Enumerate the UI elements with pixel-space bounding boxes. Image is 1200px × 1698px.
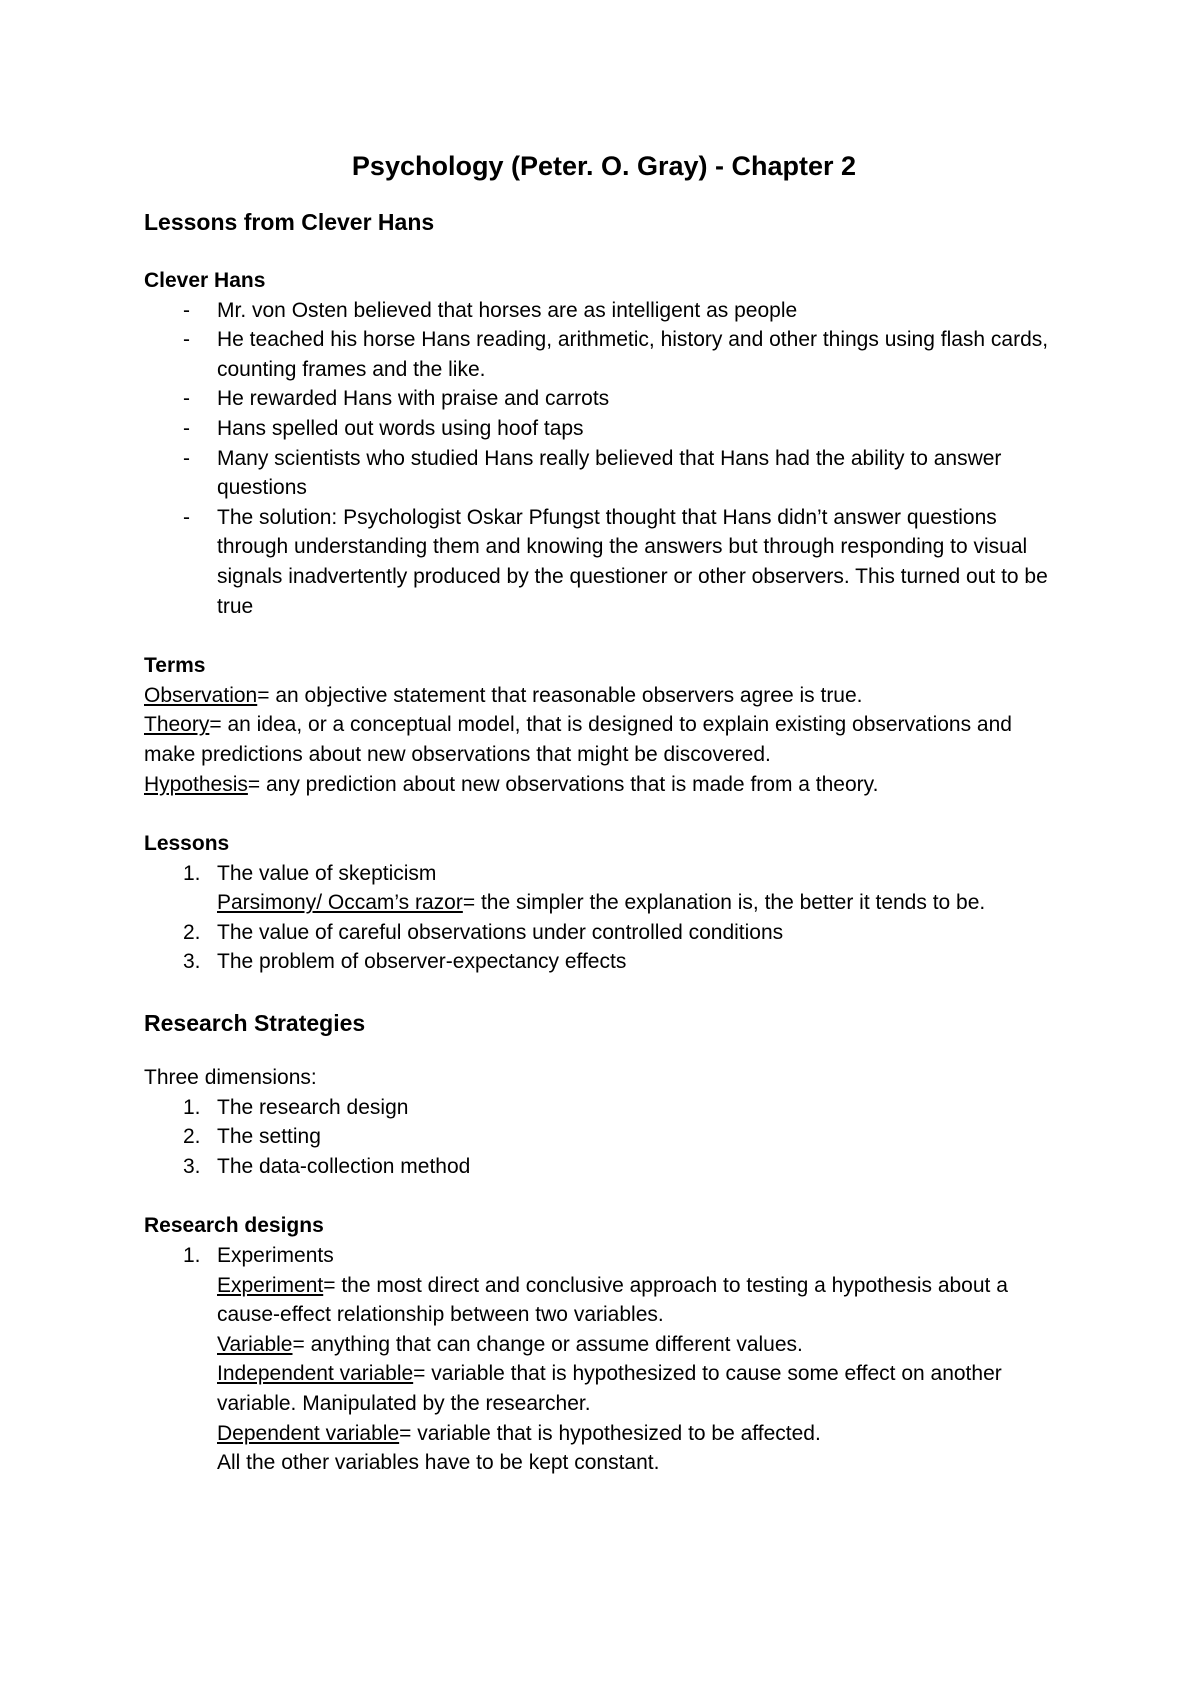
list-item: 1. The research design — [144, 1093, 1064, 1123]
list-item: - Many scientists who studied Hans really believed that Hans had the ability to answer questions — [144, 444, 1064, 503]
list-item: 1. Experiments Experiment= the most direct and conclusive approach to testing a hypothesis about a cause-effect relationship between two variables. Variable= anything that can change or assume different values. Independent variable= variable that is hypothesized to cause some effect on another variable. Manipulated by the researcher. Dependent variable= variable that is hypothesized to be affected. All the other variables have to be kept constant. — [144, 1241, 1064, 1478]
note-text: All the other variables have to be kept constant. — [217, 1451, 660, 1475]
list-number: 1. — [183, 1244, 201, 1268]
subheading-research-designs: Research designs — [144, 1214, 324, 1238]
term-definition — [217, 1271, 1064, 1330]
document-title: Psychology (Peter. O. Gray) - Chapter 2 — [351, 151, 857, 181]
bullet-dash: - — [183, 387, 190, 411]
list-item: 3. The problem of observer-expectancy effects — [144, 947, 1064, 977]
bullet-dash: - — [183, 298, 190, 322]
list-number: 2. — [183, 920, 201, 944]
term-definition — [217, 1419, 1064, 1449]
term-label: Theory — [144, 713, 210, 737]
list-item: 1. The value of skepticism Parsimony/ Occam’s razor= the simpler the explanation is, the better it tends to be. — [144, 859, 1064, 918]
term-label: Dependent variable — [217, 1421, 400, 1445]
section-heading-lessons-from-clever-hans: Lessons from Clever Hans — [144, 209, 435, 235]
bullet-dash: - — [183, 505, 190, 529]
term-text: = the most direct and conclusive approach to testing a hypothesis about a cause-effect relationship between two variables. — [217, 1273, 1008, 1327]
subheading-lessons: Lessons — [144, 832, 230, 856]
term-text: = variable that is hypothesized to cause some effect on another variable. Manipulated by the researcher. — [217, 1362, 1002, 1415]
term-label: Experiment — [217, 1273, 324, 1297]
list-number: 1. — [183, 1095, 201, 1119]
list-item: 2. The setting — [144, 1122, 1064, 1152]
list-item: - Hans spelled out words using hoof taps — [144, 414, 1064, 444]
intro-text: Three dimensions: — [144, 1066, 317, 1090]
term-text: = variable that is hypothesized to be affected. — [399, 1421, 821, 1445]
clever-hans-bullet-list — [144, 296, 1064, 622]
bullet-dash: - — [183, 416, 190, 440]
term-definition — [144, 681, 1064, 711]
term-label: Hypothesis — [144, 772, 248, 796]
bullet-dash: - — [183, 328, 190, 352]
list-item: - He rewarded Hans with praise and carrots — [144, 384, 1064, 414]
lessons-numbered-list — [144, 859, 1064, 977]
term-text: = the simpler the explanation is, the better it tends to be. — [462, 891, 986, 915]
list-item: - The solution: Psychologist Oskar Pfungst thought that Hans didn’t answer questions through understanding them and knowing the answers but through responding to visual signals inadvertently produced by the questioner or other observers. This turned out to be true — [144, 503, 1064, 621]
list-item: 3. The data-collection method — [144, 1152, 1064, 1182]
term-definition — [144, 710, 1064, 769]
research-designs-numbered-list — [144, 1241, 1064, 1478]
term-label: Parsimony/ Occam’s razor — [217, 891, 463, 915]
list-number: 2. — [183, 1125, 201, 1149]
list-number: 3. — [183, 950, 201, 974]
term-definition — [217, 1359, 1064, 1418]
dimensions-numbered-list — [144, 1093, 1064, 1182]
subheading-clever-hans: Clever Hans — [144, 269, 266, 292]
list-item: - He teached his horse Hans reading, arithmetic, history and other things using flash cards, counting frames and the like. — [144, 325, 1064, 384]
list-number: 3. — [183, 1154, 201, 1178]
term-label: Independent variable — [217, 1362, 414, 1386]
term-definition — [144, 770, 1064, 800]
term-label: Observation — [144, 683, 258, 707]
term-text: = any prediction about new observations that is made from a theory. — [247, 772, 879, 796]
list-item: - Mr. von Osten believed that horses are as intelligent as people — [144, 296, 1064, 326]
section-heading-research-strategies: Research Strategies — [144, 1010, 366, 1037]
term-text: = an objective statement that reasonable observers agree is true. — [257, 683, 863, 707]
document-content — [144, 148, 1064, 1478]
term-text: = anything that can change or assume different values. — [292, 1332, 803, 1356]
subheading-terms: Terms — [144, 654, 206, 678]
list-item: 2. The value of careful observations under controlled conditions — [144, 918, 1064, 948]
term-definition — [217, 1330, 1064, 1360]
term-text: = an idea, or a conceptual model, that is designed to explain existing observations and make predictions about new observations that might be discovered. — [144, 713, 1012, 766]
bullet-dash: - — [183, 446, 190, 470]
term-label: Variable — [217, 1332, 293, 1356]
term-definition — [217, 888, 1064, 918]
list-number: 1. — [183, 861, 201, 885]
